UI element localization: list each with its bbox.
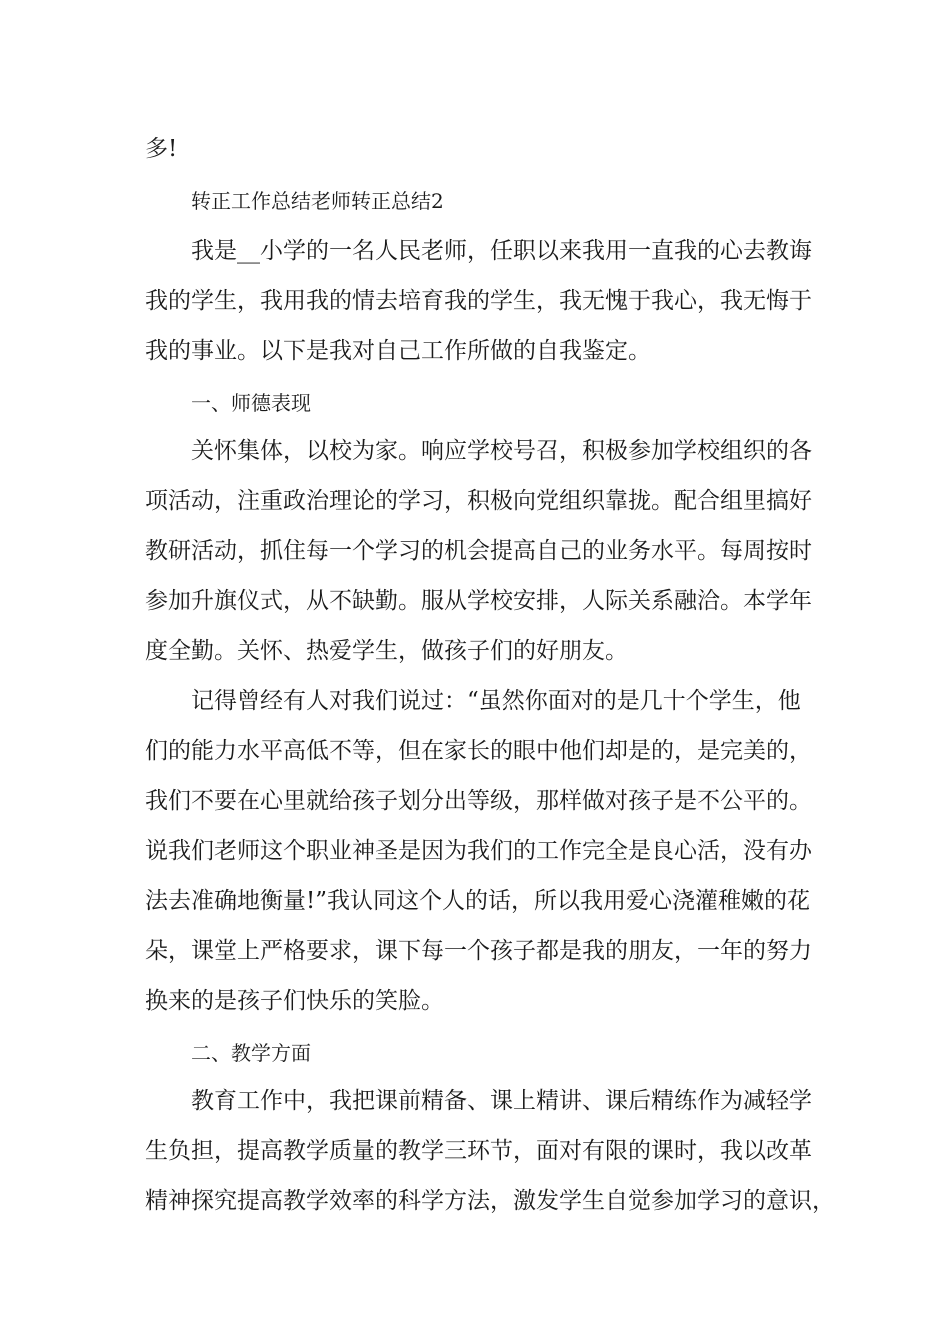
text-line: 我的事业。以下是我对自己工作所做的自我鉴定。	[145, 338, 651, 364]
text-line: 项活动，注重政治理论的学习，积极向党组织靠拢。配合组里搞好	[145, 488, 812, 514]
text-line: 精神探究提高教学效率的科学方法，激发学生自觉参加学习的意识，	[145, 1188, 835, 1214]
text-line: 教育工作中，我把课前精备、课上精讲、课后精练作为减轻学	[191, 1088, 812, 1114]
text-line: 生负担，提高教学质量的教学三环节，面对有限的课时，我以改革	[145, 1138, 812, 1164]
text-line: 法去准确地衡量!”我认同这个人的话，所以我用爱心浇灌稚嫩的花	[145, 888, 811, 914]
text-line: 关怀集体，以校为家。响应学校号召，积极参加学校组织的各	[191, 438, 812, 464]
text-line: 朵，课堂上严格要求，课下每一个孩子都是我的朋友，一年的努力	[145, 938, 812, 964]
text-line: 换来的是孩子们快乐的笑脸。	[145, 988, 444, 1014]
text-line: 参加升旗仪式，从不缺勤。服从学校安排，人际关系融洽。本学年	[145, 588, 812, 614]
text-line: 我们不要在心里就给孩子划分出等级，那样做对孩子是不公平的。	[145, 788, 812, 814]
section-heading: 一、师德表现	[191, 391, 311, 415]
section-title: 转正工作总结老师转正总结2	[191, 189, 444, 213]
text-line: 说我们老师这个职业神圣是因为我们的工作完全是良心活，没有办	[145, 838, 812, 864]
text-line: 记得曾经有人对我们说过：“虽然你面对的是几十个学生，他	[191, 688, 801, 714]
text-line: 我的学生，我用我的情去培育我的学生，我无愧于我心，我无悔于	[145, 288, 812, 314]
text-line: 多!	[145, 136, 178, 162]
text-line: 我是__小学的一名人民老师，任职以来我用一直我的心去教诲	[191, 238, 812, 264]
section-heading: 二、教学方面	[191, 1041, 311, 1065]
text-line: 们的能力水平高低不等，但在家长的眼中他们却是的，是完美的，	[145, 738, 812, 764]
text-line: 教研活动，抓住每一个学习的机会提高自己的业务水平。每周按时	[145, 538, 812, 564]
text-line: 度全勤。关怀、热爱学生，做孩子们的好朋友。	[145, 638, 628, 664]
